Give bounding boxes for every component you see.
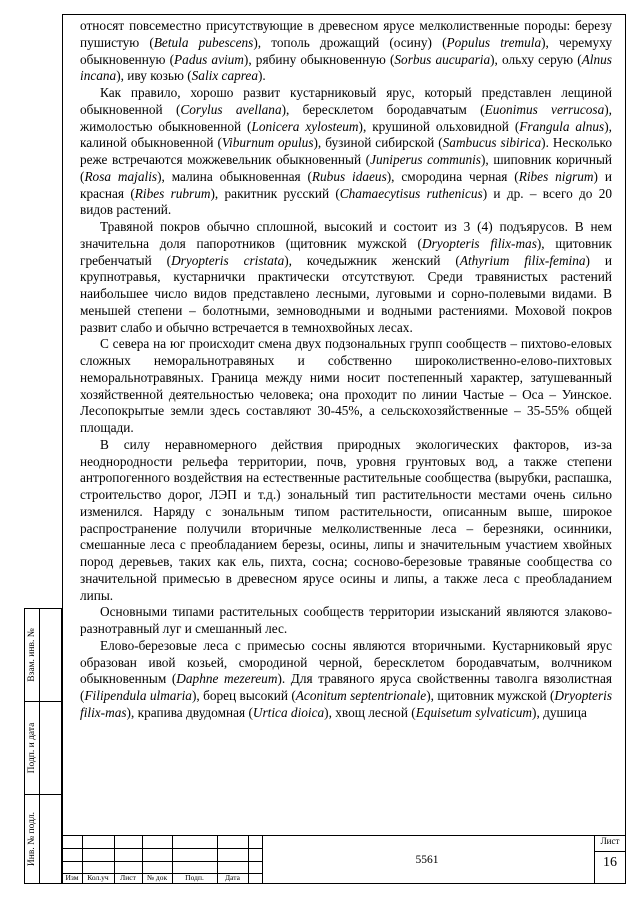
stamp-label-signature: Подп. и дата — [27, 722, 37, 774]
col-ndoc: № док — [146, 873, 168, 882]
title-block — [62, 835, 626, 884]
sheet-number: 16 — [603, 855, 617, 870]
paragraph-1: относят повсеместно присутствующие в древесном ярусе мелколиственные породы: березу пушистую (Betula pubescens), тополь дрожащий (осину) (Populus tremula), черемуху обыкновенную (Padus avium), рябину обыкновенную (Sorbus aucuparia), ольху серую (Alnus incana), иву козью (Salix caprea). — [80, 18, 612, 84]
body-text — [80, 18, 612, 722]
stamp-cell-original — [24, 794, 62, 884]
paragraph-4: С севера на юг происходит смена двух подзональных групп сообществ – пихтово-еловых сложных неморальнотравяных и собственно широколиственно-елово-пихтовых неморальнотравяных. Граница между ними носит постепенный характер, затушеванный хозяйственной деятельностью человека; она проходит по линии Частые – Оса – Уинское. Лесопокрытые земли здесь составляют 30-45%, а сельскохозяйственные – 35-55% общей площади. — [80, 336, 612, 435]
paragraph-2: Как правило, хорошо развит кустарниковый ярус, который представлен лещиной обыкновенной (Corylus avellana), бересклетом бородавчатым (Euonimus verrucosa), жимолостью обыкновенной (Lonicera xylosteum), крушиной ольховидной (Frangula alnus), калиной обыкновенной (Viburnum opulus), бузиной сибирской (Sambucus sibirica). Несколько реже встречаются можжевельник обыкновенный (Juniperus communis), шиповник коричный (Rosa majalis), малина обыкновенная (Rubus idaeus), смородина черная (Ribes nigrum) и красная (Ribes rubrum), ракитник русский (Chamaecytisus ruthenicus) и др. – всего до 20 видов растений. — [80, 85, 613, 218]
paragraph-3: Травяной покров обычно сплошной, высокий и состоит из 3 (4) подъярусов. В нем значительна доля папоротников (щитовник мужской (Dryopteris filix-mas), щитовник гребенчатый (Dryopteris cristata), кочедыжник женский (Athyrium filix-femina) и крупнотравья, кустарнички практически отсутствуют. Среди травянистых растений наибольшее число видов представлено лесными, луговыми и сорно-полевыми видами. В меньшей степени – болотными, земноводными и водными растениями. Моховой покров развит слабо и обычно встречается в темнохвойных лесах. — [80, 219, 612, 335]
stamp-cell-signature — [24, 701, 62, 795]
paragraph-7: Елово-березовые леса с примесью сосны являются вторичными. Кустарниковый ярус образован ивой козьей, смородиной черной, бересклетом бородавчатым, волчником обыкновенным (Daphne mezereum). Для травяного яруса свойственны таволга вязолистная (Filipendula ulmaria), борец высокий (Aconitum septentrionale), щитовник мужской (Dryopteris filix-mas), крапива двудомная (Urtica dioica), хвощ лесной (Equisetum sylvaticum), душица — [80, 637, 613, 720]
col-podp: Подп. — [185, 873, 204, 882]
sheet-label: Лист — [600, 836, 620, 846]
side-stamp — [24, 608, 62, 884]
stamp-label-replacement: Взам. инв. № — [27, 628, 37, 682]
col-data: Дата — [225, 873, 240, 882]
stamp-cell-replacement — [24, 608, 62, 702]
document-code: 5561 — [415, 853, 439, 866]
paragraph-5: В силу неравномерного действия природных экологических факторов, из-за неоднородности рельефа территории, почв, уровня грунтовых вод, а также степени антропогенного воздействия на естественные растительные сообщества (вырубки, распашка, строительство дорог, ЛЭП и т.д.) зональный тип растительности местами очень сильно изменился. Наряду с зональным типом растительности, описанным выше, широкое распространение получили вторичные мелколиственные леса – березняки, осинники, смешанные леса с преобладанием березы, осины, липы и значительным участием хвойных пород деревьев, таких как ель, пихта, сосна; сосново-березовые травяные сообщества со значительной примесью в древесном ярусе осины и липы, а также леса с преобладанием липы. — [80, 436, 612, 603]
col-izm: Изм — [65, 873, 79, 882]
paragraph-6: Основными типами растительных сообществ территории изысканий являются злаково-разнотравный луг и смешанный лес. — [80, 604, 612, 636]
col-list: Лист — [120, 873, 136, 882]
col-kolvo: Кол.уч — [87, 873, 109, 882]
stamp-label-original: Инв. № подл. — [27, 811, 37, 867]
